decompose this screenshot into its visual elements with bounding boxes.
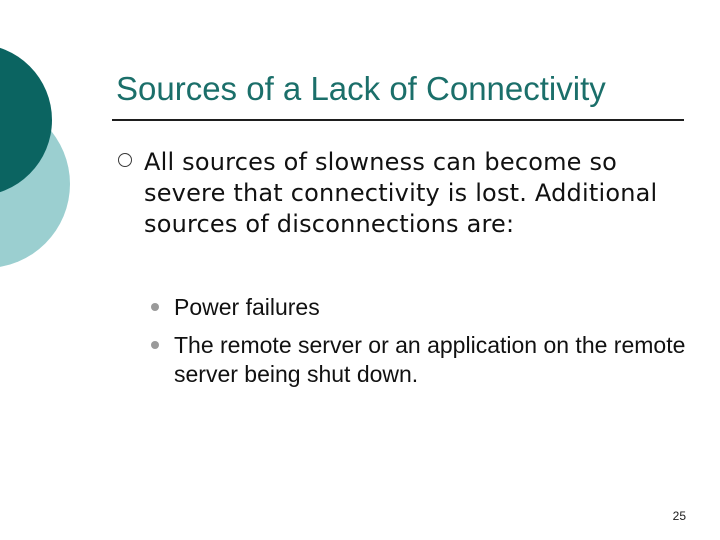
decorative-circles <box>0 0 120 300</box>
sub-bullet-text: Power failures <box>174 294 320 320</box>
sub-bullet-icon <box>151 341 159 349</box>
title-divider <box>112 119 684 121</box>
sub-bullet-text: The remote server or an application on the remote server being shut down. <box>174 332 686 387</box>
main-bullet-text: All sources of slowness can become so severe that connectivity is lost. Additional sources of disconnections are: <box>144 148 658 238</box>
sub-bullet-icon <box>151 303 159 311</box>
main-bullet-icon <box>118 153 132 167</box>
page-number: 25 <box>672 509 686 523</box>
slide-title: Sources of a Lack of Connectivity <box>116 70 606 107</box>
